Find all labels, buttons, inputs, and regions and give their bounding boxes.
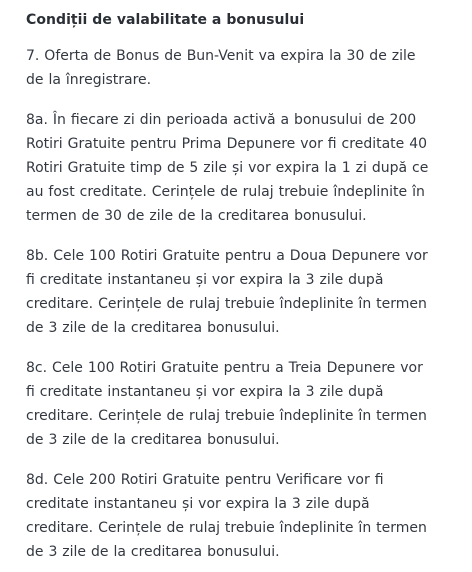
text-line: creditate instantaneu și vor expira la 3 zile după [26, 496, 370, 512]
text-line: de 3 zile de la creditarea bonusului. [26, 544, 280, 560]
text-line: creditare. Cerințele de rulaj trebuie îndeplinite în termen [26, 520, 427, 536]
text-line: fi creditate instantaneu și vor expira la 3 zile după [26, 384, 384, 400]
paragraph-8b [26, 244, 454, 340]
text-line: de 3 zile de la creditarea bonusului. [26, 320, 280, 336]
text-line: 8d. Cele 200 Rotiri Gratuite pentru Verificare vor fi [26, 472, 384, 488]
section-title: Condiții de valabilitate a bonusului [26, 12, 305, 28]
text-line: termen de 30 de zile de la creditarea bonusului. [26, 208, 367, 224]
paragraph-8c [26, 356, 454, 452]
text-line: creditare. Cerințele de rulaj trebuie îndeplinite în termen [26, 296, 427, 312]
text-line: 8a. În fiecare zi din perioada activă a bonusului de 200 [26, 112, 417, 128]
text-line: 8c. Cele 100 Rotiri Gratuite pentru a Treia Depunere vor [26, 360, 423, 376]
paragraph-8a [26, 108, 454, 228]
text-line: fi creditate instantaneu și vor expira la 3 zile după [26, 272, 384, 288]
text-line: 8b. Cele 100 Rotiri Gratuite pentru a Doua Depunere vor [26, 248, 428, 264]
text-line: 7. Oferta de Bonus de Bun-Venit va expira la 30 de zile [26, 48, 416, 64]
paragraph-7 [26, 44, 454, 92]
text-line: au fost creditate. Cerințele de rulaj trebuie îndeplinite în [26, 184, 425, 200]
text-line: creditare. Cerințele de rulaj trebuie îndeplinite în termen [26, 408, 427, 424]
text-line: Rotiri Gratuite pentru Prima Depunere vor fi creditate 40 [26, 136, 428, 152]
text-line: de 3 zile de la creditarea bonusului. [26, 432, 280, 448]
paragraph-8d [26, 468, 454, 564]
text-line: de la înregistrare. [26, 72, 152, 88]
text-line: Rotiri Gratuite timp de 5 zile și vor expira la 1 zi după ce [26, 160, 429, 176]
